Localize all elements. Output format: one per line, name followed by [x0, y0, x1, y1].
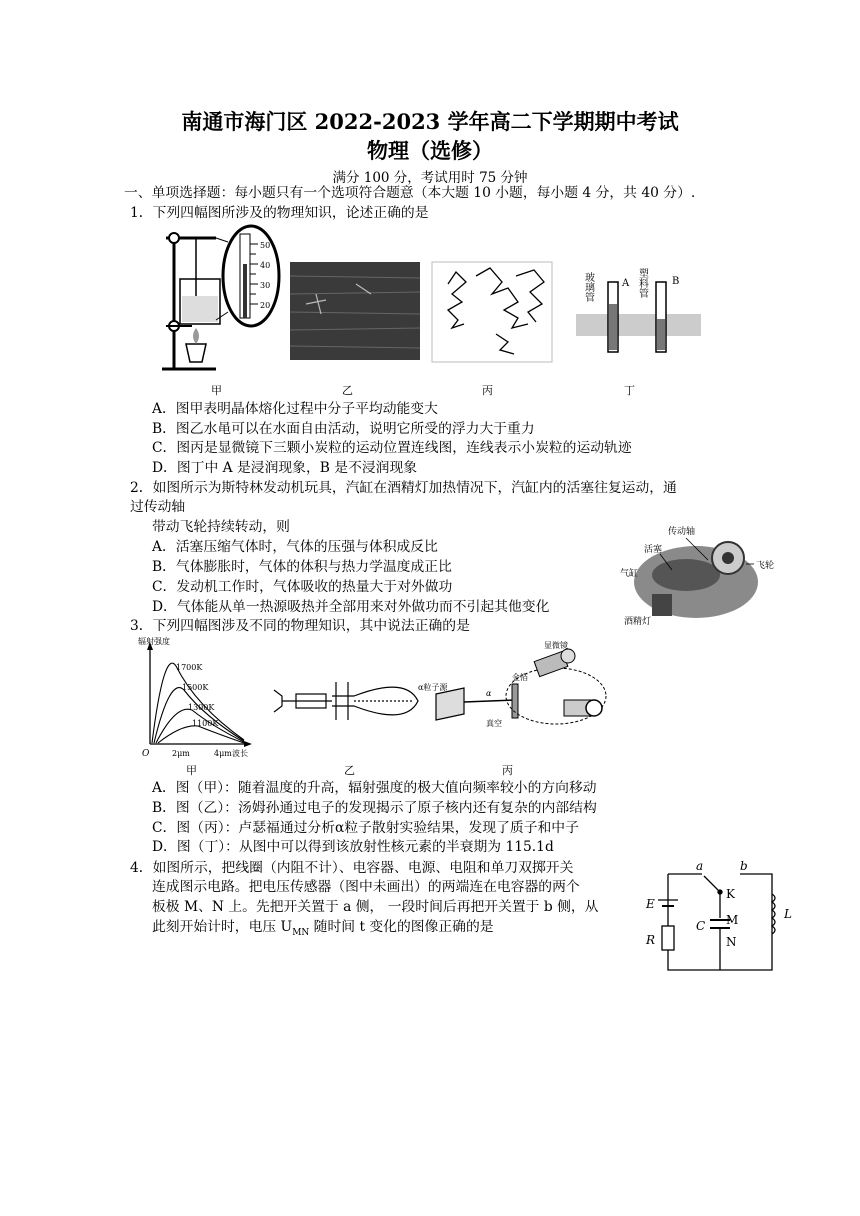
scale-label: 50 — [260, 241, 271, 250]
q1-figure — [156, 224, 706, 399]
q2-stem-line1: 2．如图所示为斯特林发动机玩具，汽缸在酒精灯加热情况下，汽缸内的活塞往复运动，通 — [130, 480, 677, 496]
q1-fig-ding — [576, 268, 701, 352]
label-piston: 活塞 — [644, 545, 663, 555]
exam-subtitle: 物理（选修） — [367, 138, 493, 163]
jia-origin: O — [142, 749, 150, 759]
q2-stem-line2: 过传动轴 — [130, 499, 186, 515]
jia-ylabel: 辐射强度 — [138, 637, 170, 646]
q3-fig-yi — [274, 682, 418, 777]
label-flywheel: 飞轮 — [756, 561, 775, 571]
exam-meta: 满分 100 分，考试用时 75 分钟 — [332, 170, 528, 186]
q1-fig-bing — [432, 262, 552, 362]
fig-label-jia: 甲 — [186, 764, 197, 777]
q2-option-d: D．气体能从单一热源吸热并全部用来对外做功而不引起其他变化 — [152, 599, 550, 615]
q3-option-d: D．图（丁）：从图中可以得到该放射性核元素的半衰期为 115.1d — [152, 839, 554, 855]
q4-line4-text: 此刻开始计时，电压 U — [152, 919, 293, 935]
circuit-R: R — [646, 933, 656, 947]
q3-option-c: C．图（丙）：卢瑟福通过分析α粒子散射实验结果，发现了质子和中子 — [152, 820, 579, 836]
jia-curve-label: 1700K — [176, 663, 203, 672]
bing-vacuum: 真空 — [486, 719, 502, 728]
q2-option-a: A．活塞压缩气体时，气体的压强与体积成反比 — [152, 539, 438, 555]
circuit-N: N — [726, 935, 737, 949]
q1-option-b: B．图乙水黾可以在水面自由活动，说明它所受的浮力大于重力 — [152, 421, 535, 437]
q1-fig-jia — [162, 226, 279, 369]
fig-label-yi: 乙 — [344, 764, 355, 777]
q2-option-c: C．发动机工作时，气体吸收的热量大于对外做功 — [152, 579, 453, 595]
section-heading: 一、单项选择题：每小题只有一个选项符合题意（本大题 10 小题，每小题 4 分，共 40 分）. — [124, 185, 696, 201]
bing-source: α粒子源 — [418, 683, 448, 692]
circuit-b: b — [740, 859, 748, 873]
scale-label: 20 — [260, 301, 271, 310]
jia-xlabel: 波长 — [232, 749, 248, 758]
q3-option-a: A．图（甲）：随着温度的升高，辐射强度的极大值向频率较小的方向移动 — [152, 780, 597, 796]
q1-stem: 1．下列四幅图所涉及的物理知识，论述正确的是 — [130, 205, 429, 221]
tube-a-label: 玻璃管 — [582, 272, 594, 302]
q4-line1: 4．如图所示，把线圈（内阻不计）、电容器、电源、电阻和单刀双掷开关 — [130, 860, 574, 876]
q1-fig-yi — [290, 262, 420, 360]
circuit-M: M — [726, 913, 739, 927]
exam-title: 南通市海门区 2022-2023 学年高二下学期期中考试 — [181, 109, 679, 134]
q1-option-c: C．图丙是显微镜下三颗小炭粒的运动位置连线图，连线表示小炭粒的运动轨迹 — [152, 440, 632, 456]
tube-b-label: 塑料管 — [636, 268, 648, 298]
q3-option-b: B．图（乙）：汤姆孙通过电子的发现揭示了原子核内还有复杂的内部结构 — [152, 800, 597, 816]
jia-tick: 4μm — [214, 749, 232, 758]
q4-line2: 连成图示电路。把电压传感器（图中未画出）的两端连在电容器的两个 — [152, 879, 580, 895]
q3-stem: 3．下列四幅图涉及不同的物理知识，其中说法正确的是 — [130, 618, 470, 634]
tube-b-letter: B — [672, 276, 680, 287]
circuit-L: L — [784, 907, 792, 921]
q4-line4-end: 随时间 t 变化的图像正确的是 — [309, 919, 494, 935]
fig-label-ding: 丁 — [624, 384, 635, 397]
q2-figure — [616, 520, 775, 640]
q4-line4-sub: MN — [292, 927, 310, 938]
circuit-E: E — [646, 897, 655, 911]
scale-label: 40 — [260, 261, 271, 270]
tube-a-letter: A — [622, 278, 630, 289]
fig-label-bing: 丙 — [482, 384, 493, 397]
q3-figure — [136, 636, 616, 776]
label-lamp: 酒精灯 — [624, 617, 652, 627]
bing-microscope: 显微镜 — [544, 641, 568, 650]
fig-label-jia: 甲 — [211, 384, 222, 397]
label-shaft: 传动轴 — [668, 527, 696, 537]
q1-option-d: D．图丁中 A 是浸润现象，B 是不浸润现象 — [152, 460, 418, 476]
q3-fig-bing — [418, 640, 606, 777]
jia-tick: 2μm — [172, 749, 190, 758]
jia-curve-label: 1100K — [192, 719, 219, 728]
q2-option-b: B．气体膨胀时，气体的体积与热力学温度成正比 — [152, 559, 452, 575]
circuit-a: a — [696, 859, 704, 873]
q4-line3: 板极 M、N 上。先把开关置于 a 侧， 一段时间后再把开关置于 b 侧，从 — [152, 899, 599, 915]
circuit-K: K — [726, 887, 735, 901]
q1-option-a: A．图甲表明晶体熔化过程中分子平均动能变大 — [152, 401, 438, 417]
bing-foil: 金箔 — [512, 673, 528, 682]
bing-alpha: α — [486, 689, 492, 698]
fig-label-bing: 丙 — [502, 764, 513, 777]
fig-label-yi: 乙 — [342, 384, 353, 397]
q2-stem-line3: 带动飞轮持续转动，则 — [152, 519, 290, 535]
jia-curve-label: 1500K — [182, 683, 209, 692]
q4-circuit — [640, 858, 800, 978]
label-cylinder: 气缸 — [620, 569, 639, 579]
circuit-C: C — [696, 919, 706, 933]
q4-line4 — [152, 917, 494, 943]
scale-label: 30 — [260, 281, 271, 290]
q3-fig-jia — [138, 636, 252, 777]
jia-curve-label: 1300K — [188, 703, 215, 712]
